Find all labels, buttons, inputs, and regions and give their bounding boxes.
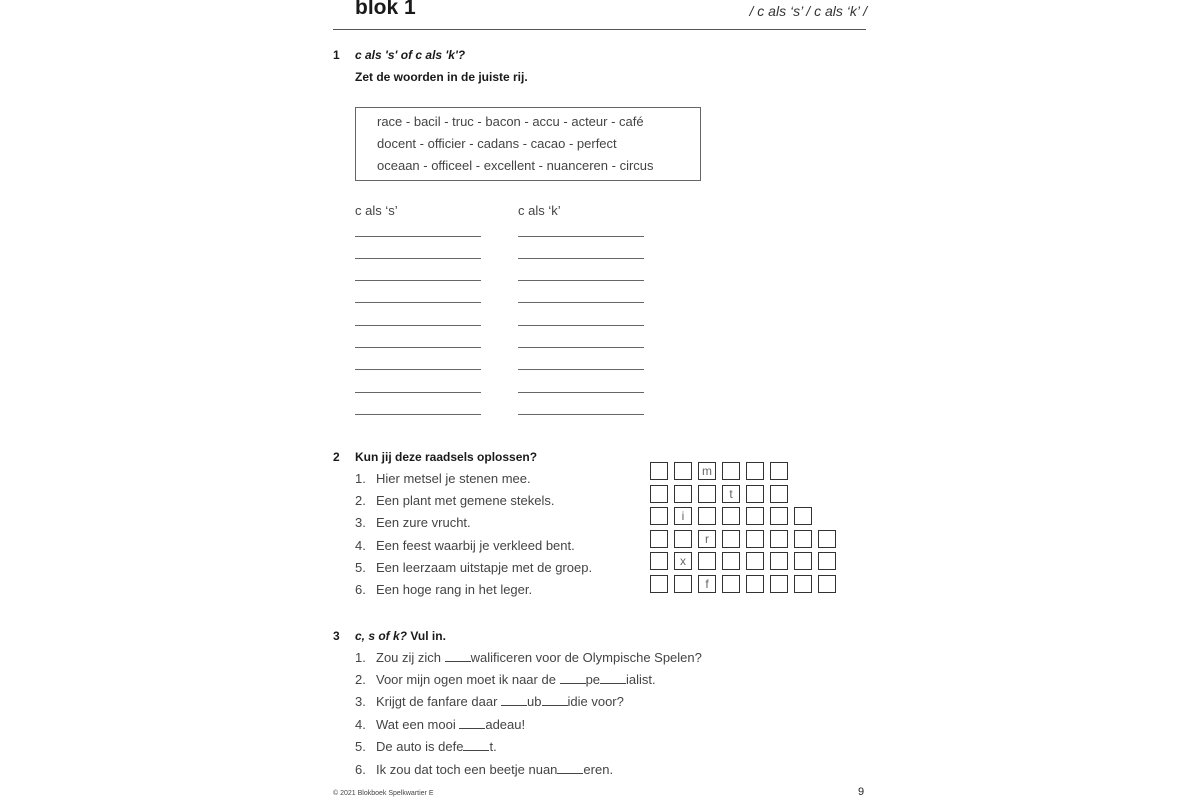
answer-line-k[interactable]: [518, 369, 644, 370]
fill-blank[interactable]: [459, 727, 485, 729]
grid-cell[interactable]: [650, 530, 668, 548]
grid-cell[interactable]: [722, 530, 740, 548]
grid-cell[interactable]: [818, 575, 836, 593]
grid-cell-hint[interactable]: r: [698, 530, 716, 548]
grid-cell[interactable]: [794, 507, 812, 525]
answer-line-k[interactable]: [518, 325, 644, 326]
grid-cell[interactable]: [674, 530, 692, 548]
page-subtitle: / c als ‘s’ / c als ‘k’ /: [749, 3, 867, 19]
grid-cell-hint[interactable]: f: [698, 575, 716, 593]
grid-cell[interactable]: [746, 552, 764, 570]
grid-cell[interactable]: [650, 575, 668, 593]
grid-cell[interactable]: [770, 485, 788, 503]
grid-cell[interactable]: [698, 485, 716, 503]
riddle-item: 6. Een hoge rang in het leger.: [355, 582, 533, 597]
q2-heading: Kun jij deze raadsels oplossen?: [355, 450, 538, 464]
grid-cell[interactable]: [722, 552, 740, 570]
fill-item: 4. Wat een mooi adeau!: [355, 717, 526, 732]
fill-blank[interactable]: [445, 660, 471, 662]
fill-blank[interactable]: [560, 682, 586, 684]
q1-number: 1: [333, 48, 340, 62]
answer-line-k[interactable]: [518, 414, 644, 415]
fill-blank[interactable]: [501, 704, 527, 706]
answer-line-s[interactable]: [355, 369, 481, 370]
grid-cell[interactable]: [818, 530, 836, 548]
grid-cell[interactable]: [722, 575, 740, 593]
header-rule: [333, 29, 866, 30]
word-line-2: docent - officier - cadans - cacao - perfect: [377, 136, 617, 151]
riddle-item: 4. Een feest waarbij je verkleed bent.: [355, 538, 575, 553]
fill-blank[interactable]: [600, 682, 626, 684]
grid-cell[interactable]: [650, 485, 668, 503]
answer-line-s[interactable]: [355, 258, 481, 259]
grid-cell[interactable]: [746, 507, 764, 525]
riddle-item: 2. Een plant met gemene stekels.: [355, 493, 555, 508]
column-s-label: c als ‘s’: [355, 203, 398, 218]
fill-blank[interactable]: [542, 704, 568, 706]
answer-line-s[interactable]: [355, 280, 481, 281]
grid-cell[interactable]: [722, 462, 740, 480]
grid-cell[interactable]: [770, 462, 788, 480]
word-line-3: oceaan - officeel - excellent - nuanceren - circus: [377, 158, 654, 173]
page-number: 9: [858, 786, 865, 798]
answer-line-k[interactable]: [518, 302, 644, 303]
q3-number: 3: [333, 629, 340, 643]
answer-line-k[interactable]: [518, 236, 644, 237]
answer-line-k[interactable]: [518, 258, 644, 259]
riddle-item: 5. Een leerzaam uitstapje met de groep.: [355, 560, 593, 575]
grid-cell[interactable]: [746, 530, 764, 548]
riddle-item: 3. Een zure vrucht.: [355, 515, 471, 530]
answer-line-k[interactable]: [518, 392, 644, 393]
grid-cell[interactable]: [650, 507, 668, 525]
fill-item: 1. Zou zij zich walificeren voor de Olympische Spelen?: [355, 650, 702, 665]
grid-cell[interactable]: [794, 530, 812, 548]
fill-item: 2. Voor mijn ogen moet ik naar de pe ialist.: [355, 672, 656, 687]
grid-cell[interactable]: [746, 462, 764, 480]
riddle-item: 1. Hier metsel je stenen mee.: [355, 471, 531, 486]
grid-cell[interactable]: [674, 462, 692, 480]
grid-cell[interactable]: [650, 462, 668, 480]
grid-cell[interactable]: [746, 575, 764, 593]
answer-line-s[interactable]: [355, 347, 481, 348]
answer-line-s[interactable]: [355, 236, 481, 237]
grid-cell[interactable]: [674, 485, 692, 503]
grid-cell[interactable]: [698, 552, 716, 570]
fill-item: 5. De auto is defe t.: [355, 739, 497, 754]
grid-cell-hint[interactable]: m: [698, 462, 716, 480]
fill-blank[interactable]: [463, 749, 489, 751]
q3-heading: c, s of k? Vul in.: [355, 629, 446, 643]
fill-item: 6. Ik zou dat toch een beetje nuan eren.: [355, 762, 614, 777]
word-line-1: race - bacil - truc - bacon - accu - acteur - café: [377, 114, 644, 129]
grid-cell[interactable]: [770, 575, 788, 593]
answer-line-k[interactable]: [518, 280, 644, 281]
copyright-footer: © 2021 Blokboek Spelkwartier E: [333, 790, 434, 797]
answer-line-k[interactable]: [518, 347, 644, 348]
grid-cell[interactable]: [794, 575, 812, 593]
grid-cell[interactable]: [650, 552, 668, 570]
column-k-label: c als ‘k’: [518, 203, 561, 218]
grid-cell[interactable]: [770, 507, 788, 525]
grid-cell-hint[interactable]: t: [722, 485, 740, 503]
fill-item: 3. Krijgt de fanfare daar ub idie voor?: [355, 694, 624, 709]
q1-instruction: Zet de woorden in de juiste rij.: [355, 70, 528, 84]
answer-line-s[interactable]: [355, 302, 481, 303]
grid-cell-hint[interactable]: x: [674, 552, 692, 570]
q2-number: 2: [333, 450, 340, 464]
answer-line-s[interactable]: [355, 392, 481, 393]
grid-cell[interactable]: [770, 552, 788, 570]
grid-cell[interactable]: [770, 530, 788, 548]
fill-blank[interactable]: [557, 772, 583, 774]
grid-cell[interactable]: [722, 507, 740, 525]
grid-cell-hint[interactable]: i: [674, 507, 692, 525]
answer-line-s[interactable]: [355, 414, 481, 415]
grid-cell[interactable]: [674, 575, 692, 593]
grid-cell[interactable]: [698, 507, 716, 525]
word-box: [355, 107, 701, 181]
grid-cell[interactable]: [818, 552, 836, 570]
page-title: blok 1: [355, 0, 416, 19]
grid-cell[interactable]: [746, 485, 764, 503]
grid-cell[interactable]: [794, 552, 812, 570]
answer-line-s[interactable]: [355, 325, 481, 326]
q1-heading: c als 's' of c als 'k'?: [355, 48, 466, 62]
